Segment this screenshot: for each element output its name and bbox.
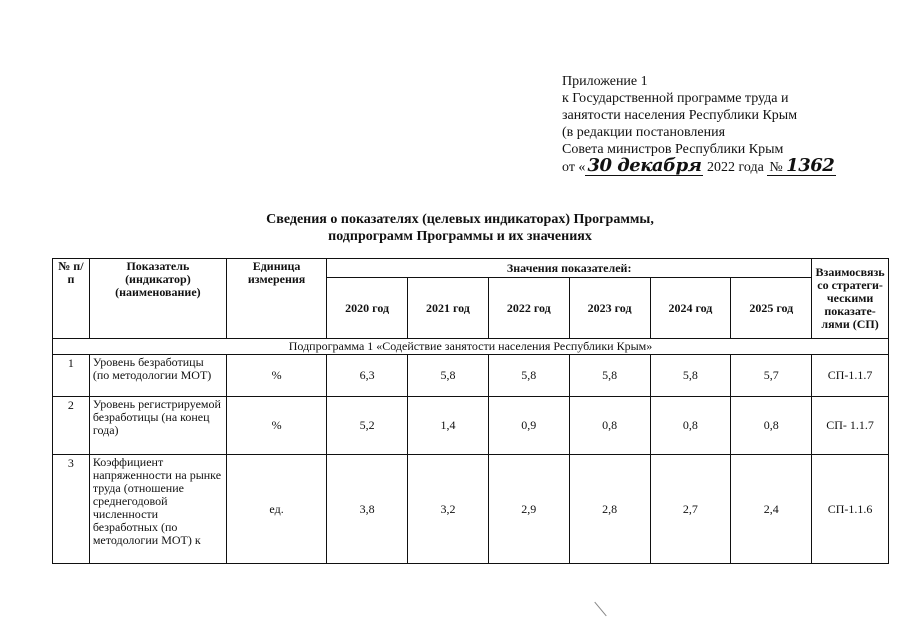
row-link: СП-1.1.7 [812,355,889,397]
row-num: 3 [53,455,90,564]
row-value: 5,2 [327,397,408,455]
header-unit: Единица измерения [226,259,326,339]
row-value: 2,7 [650,455,731,564]
document-title [180,211,740,245]
row-value: 3,8 [327,455,408,564]
header-year: 2020 год [327,278,408,339]
header-year: 2021 год [408,278,489,339]
header-year: 2022 год [488,278,569,339]
row-indicator: Коэффициент напряженности на рынке труда (отношение среднегодовой численности безработных (по методологии МОТ) к [89,455,226,564]
annex-line: (в редакции постановления [562,125,726,140]
row-unit: ед. [226,455,326,564]
row-unit: % [226,397,326,455]
row-num: 2 [53,397,90,455]
row-value: 2,4 [731,455,812,564]
row-value: 5,8 [650,355,731,397]
row-unit: % [226,355,326,397]
handwritten-number: 1362 [786,155,835,176]
table-row [53,397,889,455]
header-year: 2023 год [569,278,650,339]
row-value: 5,8 [408,355,489,397]
title-line: подпрограмм Программы и их значениях [328,229,592,244]
row-link: СП-1.1.6 [812,455,889,564]
header-num: № п/п [53,259,90,339]
row-value: 2,9 [488,455,569,564]
annex-line: Приложение 1 [562,74,648,89]
header-link: Взаимосвязь со стратеги-ческими показате-лями (СП) [812,259,889,339]
row-value: 5,7 [731,355,812,397]
header-year: 2024 год [650,278,731,339]
row-value: 5,8 [488,355,569,397]
header-values: Значения показателей: [327,259,812,278]
row-value: 0,8 [650,397,731,455]
handwritten-date: 30 декабря [587,155,702,176]
number-sign: № [769,160,783,175]
scan-mark [594,602,606,616]
row-indicator: Уровень безработицы (по методологии МОТ) [89,355,226,397]
row-num: 1 [53,355,90,397]
annex-line: занятости населения Республики Крым [562,108,798,123]
row-value: 5,8 [569,355,650,397]
annex-line: к Государственной программе труда и [562,91,789,106]
table-row [53,455,889,564]
annex-header [562,73,836,176]
row-value: 1,4 [408,397,489,455]
date-prefix: от « [562,160,586,175]
annex-line: Совета министров Республики Крым [562,142,784,157]
row-value: 6,3 [327,355,408,397]
row-indicator: Уровень регистрируемой безработицы (на конец года) [89,397,226,455]
title-line: Сведения о показателях (целевых индикаторах) Программы, [266,212,654,227]
row-link: СП- 1.1.7 [812,397,889,455]
subprogram-row: Подпрограмма 1 «Содействие занятости населения Республики Крым» [53,339,889,355]
row-value: 3,2 [408,455,489,564]
indicators-table [52,258,889,564]
row-value: 2,8 [569,455,650,564]
row-value: 0,9 [488,397,569,455]
header-year: 2025 год [731,278,812,339]
row-value: 0,8 [731,397,812,455]
annex-date-line [562,155,836,176]
table-row [53,355,889,397]
header-indicator: Показатель (индикатор) (наименование) [89,259,226,339]
date-suffix: 2022 года [706,160,764,175]
row-value: 0,8 [569,397,650,455]
